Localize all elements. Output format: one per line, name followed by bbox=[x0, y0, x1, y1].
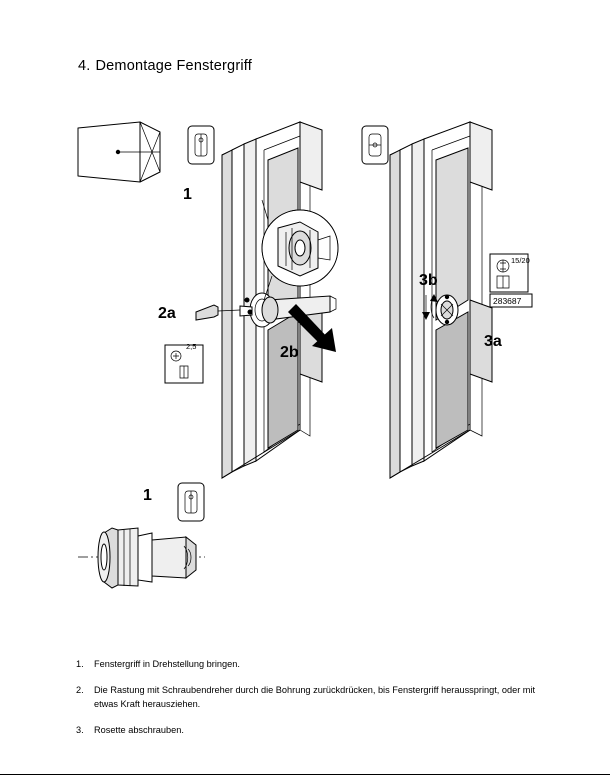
section-number: 4. bbox=[78, 58, 91, 74]
label-step-3a: 3a bbox=[484, 333, 502, 350]
label-step-1-top: 1 bbox=[183, 186, 192, 203]
instruction-text: Rosette abschrauben. bbox=[94, 725, 184, 736]
instruction-number: 3. bbox=[76, 725, 84, 736]
label-step-2b: 2b bbox=[280, 344, 299, 361]
label-step-1-bottom: 1 bbox=[143, 487, 152, 504]
left-window-assembly bbox=[196, 122, 338, 478]
instruction-number: 1. bbox=[76, 659, 84, 669]
label-step-3b: 3b bbox=[419, 272, 438, 289]
callout-screwdriver-size: 2,5 bbox=[186, 342, 197, 351]
instruction-list bbox=[76, 658, 546, 750]
instruction-number: 2. bbox=[76, 685, 84, 696]
instruction-text: Fenstergriff in Drehstellung bringen. bbox=[94, 659, 240, 669]
screwdriver-size-callout bbox=[165, 345, 203, 383]
instruction-text: Die Rastung mit Schraubendreher durch die Bohrung zurückdrücken, bis Fenstergriff herausspringt, oder mit etwas Kraft herausziehen. bbox=[94, 685, 536, 709]
handle-horizontal-icon bbox=[362, 126, 388, 164]
right-window-assembly bbox=[390, 122, 492, 478]
list-item bbox=[76, 724, 546, 737]
handle-vertical-icon-bottom bbox=[178, 483, 204, 521]
list-item bbox=[76, 684, 546, 711]
handle-vertical-icon bbox=[188, 126, 214, 164]
label-step-2a: 2a bbox=[158, 305, 176, 322]
open-window-icon bbox=[78, 122, 160, 182]
callout-part-number: 283687 bbox=[493, 296, 522, 306]
section-title: Demontage Fenstergriff bbox=[95, 58, 252, 74]
bottom-handle-detail bbox=[78, 528, 205, 588]
list-item bbox=[76, 658, 546, 671]
callout-torx-size: 15/20 bbox=[511, 256, 530, 265]
